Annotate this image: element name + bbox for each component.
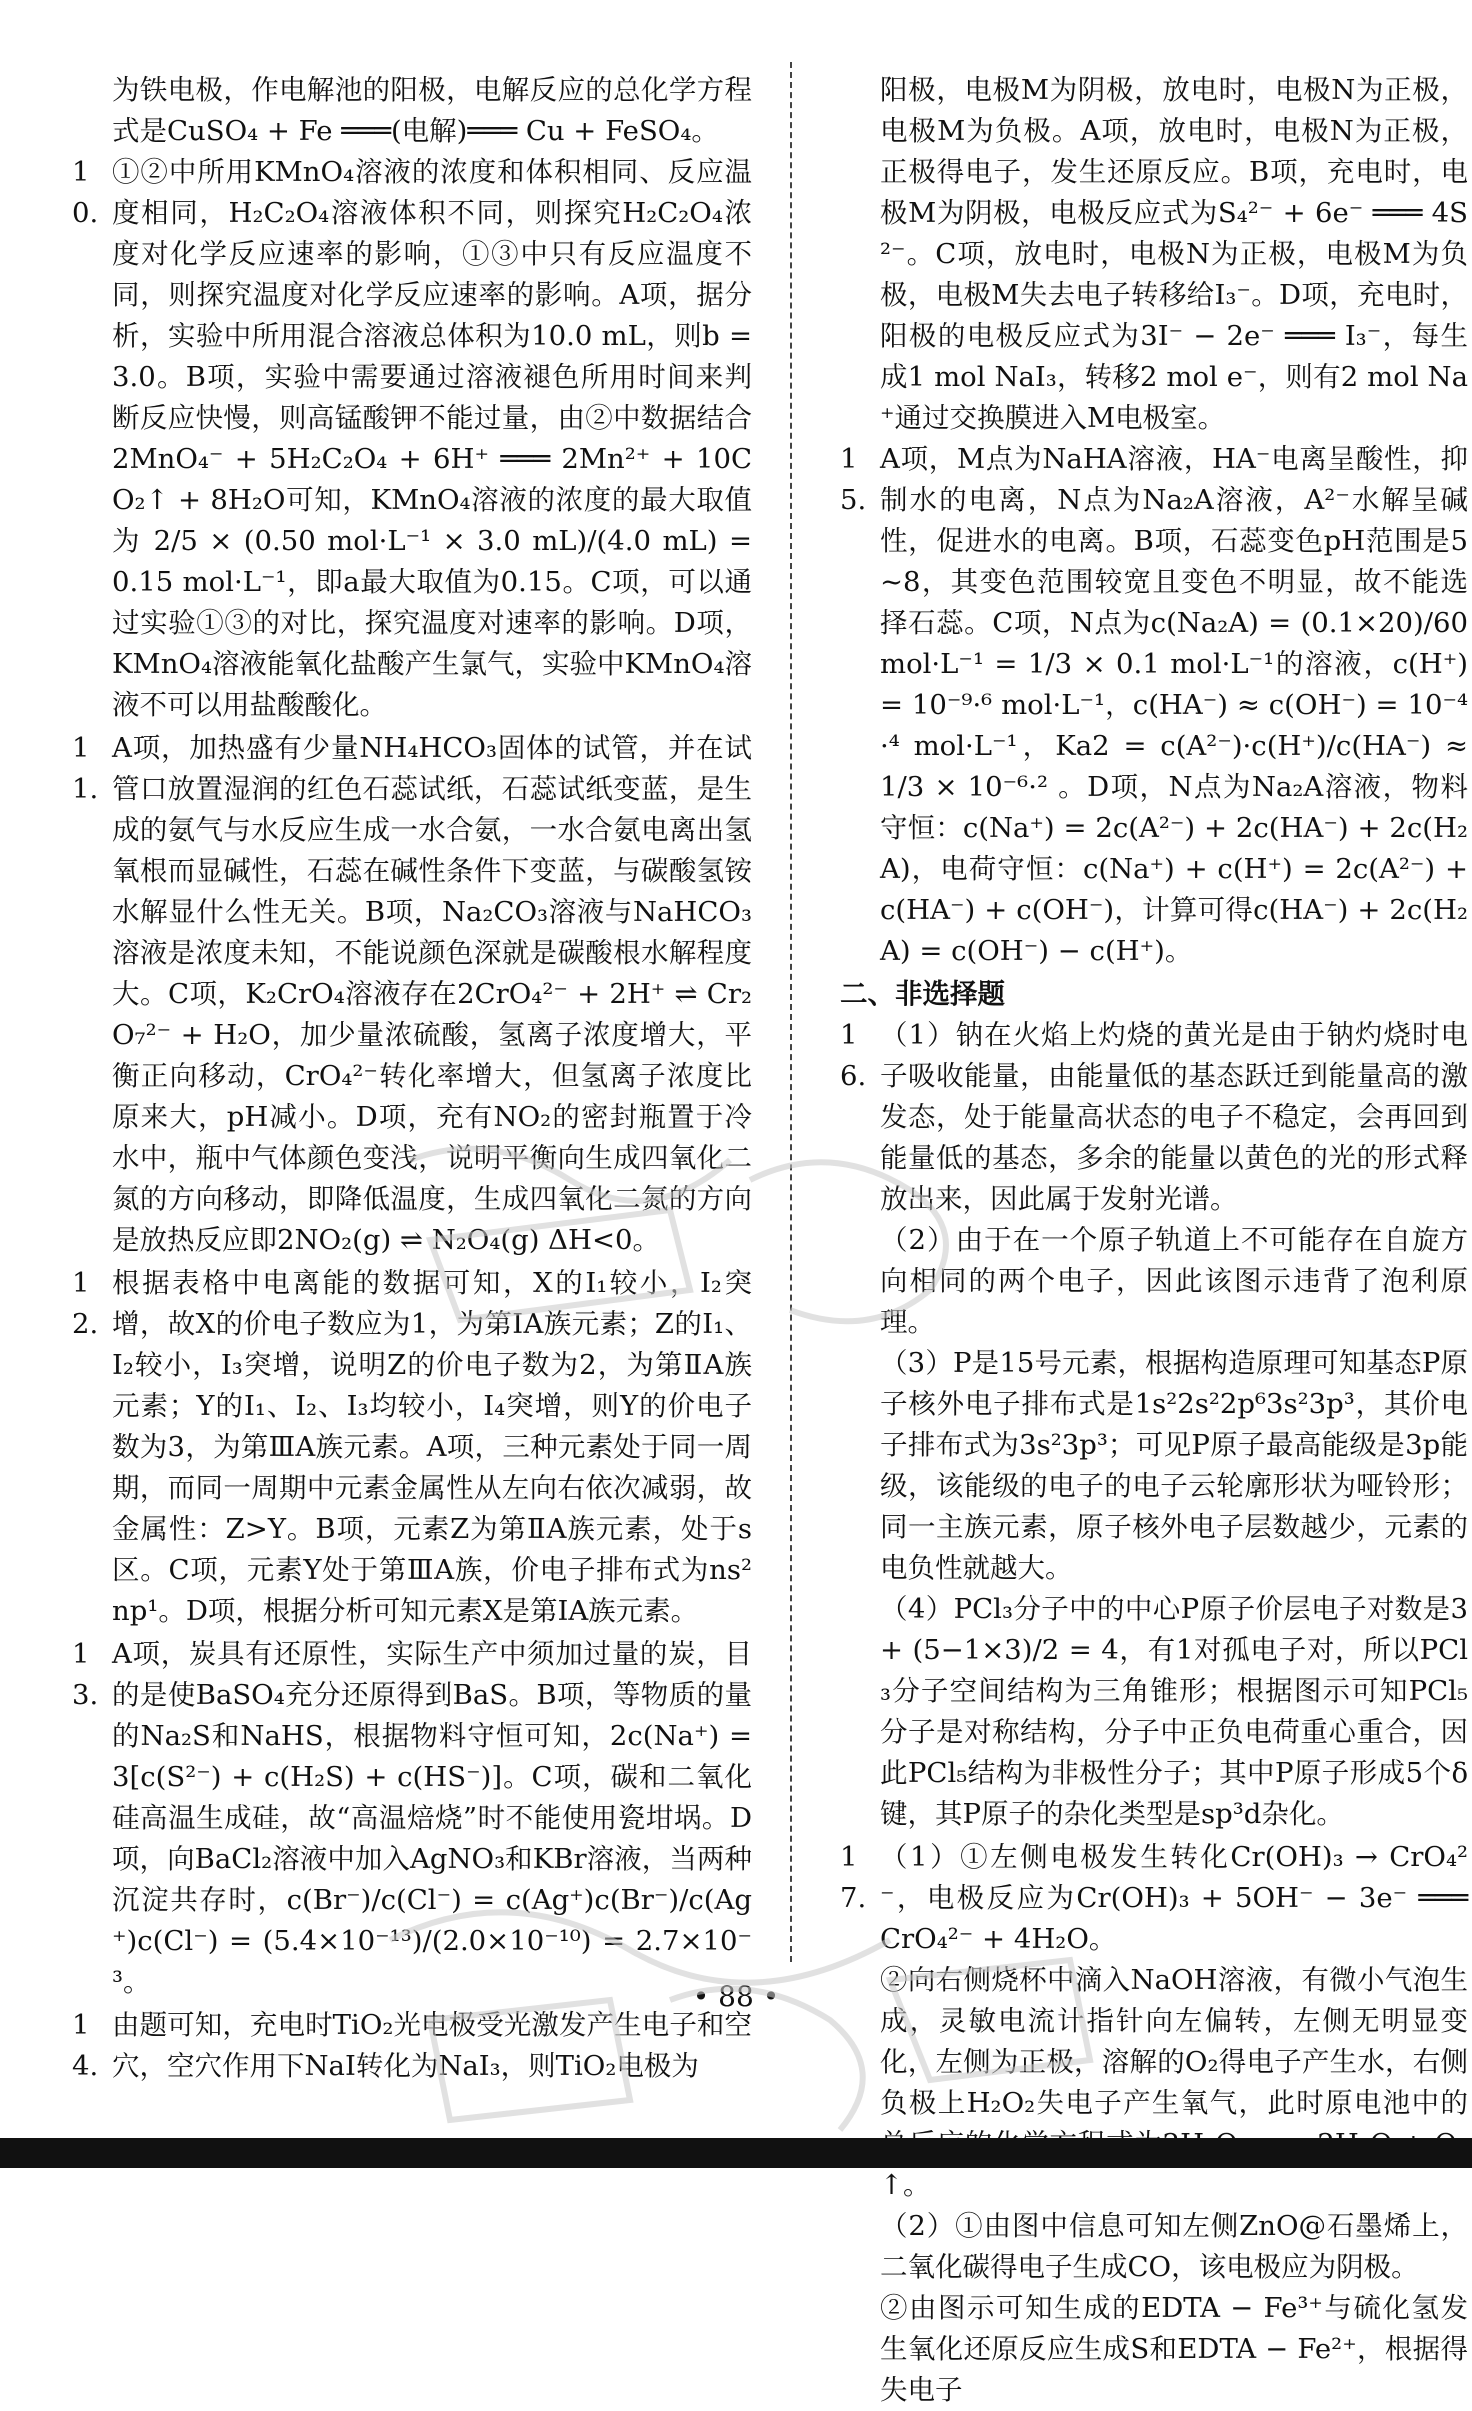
bottom-bar bbox=[0, 2138, 1472, 2168]
answer-number: 13. bbox=[72, 1638, 99, 1711]
q9-continuation: 为铁电极，作电解池的阳极，电解反应的总化学方程式是CuSO₄ + Fe ═══(电解)═══ Cu + FeSO₄。 bbox=[112, 74, 752, 147]
answer-number: 10. bbox=[72, 156, 99, 229]
answer-11 bbox=[72, 728, 752, 1261]
answer-text: A项，加热盛有少量NH₄HCO₃固体的试管，并在试管口放置湿润的红色石蕊试纸，石蕊试纸变蓝，是生成的氨气与水反应生成一水合氨，一水合氨电离出氢氧根而显碱性，石蕊在碱性条件下变蓝，与碳酸氢铵水解显什么性无关。B项，Na₂CO₃溶液与NaHCO₃溶液是浓度未知，不能说颜色深就是碳酸根水解程度大。C项，K₂CrO₄溶液存在2CrO₄²⁻ + 2H⁺ ⇌ Cr₂O₇²⁻ + H₂O，加少量浓硫酸，氢离子浓度增大，平衡正向移动，CrO₄²⁻转化率增大，但氢离子浓度比原来大，pH减小。D项，充有NO₂的密封瓶置于冷水中，瓶中气体颜色变浅，说明平衡向生成四氧化二氮的方向移动，即降低温度，生成四氧化二氮的方向是放热反应即2NO₂(g) ⇌ N₂O₄(g) ΔH<0。 bbox=[112, 732, 752, 1256]
answer-part: （4）PCl₃分子中的中心P原子价层电子对数是3 + (5−1×3)/2 = 4，有1对孤电子对，所以PCl₃分子空间结构为三角锥形；根据图示可知PCl₅分子是对称结构，分子中正负电荷重心重合，因此PCl₅结构为非极性分子；其中P原子形成5个δ键，其P原子的杂化类型是sp³d杂化。 bbox=[880, 1593, 1468, 1830]
answer-12 bbox=[72, 1263, 752, 1632]
answer-number: 12. bbox=[72, 1267, 99, 1340]
answer-number: 16. bbox=[840, 1019, 867, 1092]
answer-text: A项，M点为NaHA溶液，HA⁻电离呈酸性，抑制水的电离，N点为Na₂A溶液，A²⁻水解呈碱性，促进水的电离。B项，石蕊变色pH范围是5~8，其变色范围较宽且变色不明显，故不能选择石蕊。C项，N点为c(Na₂A) = (0.1×20)/60 mol·L⁻¹ = 1/3 × 0.1 mol·L⁻¹的溶液，c(H⁺) = 10⁻⁹·⁶ mol·L⁻¹，c(HA⁻) ≈ c(OH⁻) = 10⁻⁴·⁴ mol·L⁻¹，Ka2 = c(A²⁻)·c(H⁺)/c(HA⁻) ≈ 1/3 × 10⁻⁶·² 。D项，N点为Na₂A溶液，物料守恒：c(Na⁺) = 2c(A²⁻) + 2c(HA⁻) + 2c(H₂A)，电荷守恒：c(Na⁺) + c(H⁺) = 2c(A²⁻) + c(HA⁻) + c(OH⁻)，计算可得c(HA⁻) + 2c(H₂A) = c(OH⁻) − c(H⁺)。 bbox=[880, 443, 1468, 967]
answer-part: ②向右侧烧杯中滴入NaOH溶液，有微小气泡生成，灵敏电流计指针向左偏转，左侧无明显变化，左侧为正极，溶解的O₂得电子产生水，右侧负极上H₂O₂失电子产生氧气，此时原电池中的 ↑。 bbox=[880, 1964, 1468, 2201]
answer-text: 根据表格中电离能的数据可知，X的I₁较小，I₂突增，故X的价电子数应为1，为第ⅠA族元素；Z的I₁、I₂较小，I₃突增，说明Z的价电子数为2，为第ⅡA族元素；Y的I₁、I₂、I₃均较小，I₄突增，则Y的价电子数为3，为第ⅢA族元素。A项，三种元素处于同一周期，而同一周期中元素金属性从左向右依次减弱，故金属性：Z>Y。B项，元素Z为第ⅡA族元素，处于s区。C项，元素Y处于第ⅢA族，价电子排布式为ns²np¹。D项，根据分析可知元素X是第ⅠA族元素。 bbox=[112, 1267, 752, 1627]
answer-part: （1）钠在火焰上灼烧的黄光是由于钠灼烧时电子吸收能量，由能量低的基态跃迁到能量高的激发态，处于能量高状态的电子不稳定，会再回到能量低的基态，多余的能量以黄色的光的形式释放出来，因此属于发射光谱。 bbox=[880, 1019, 1468, 1215]
answer-text: 由题可知，充电时TiO₂光电极受光激发产生电子和空穴，空穴作用下NaI转化为NaI₃，则TiO₂电极为 bbox=[112, 2009, 752, 2082]
answer-text: ①②中所用KMnO₄溶液的浓度和体积相同、反应温度相同，H₂C₂O₄溶液体积不同，则探究H₂C₂O₄浓度对化学反应速率的影响，①③中只有反应温度不同，则探究温度对化学反应速率的影响。A项，据分析，实验中所用混合溶液总体积为10.0 mL，则b = 3.0。B项，实验中需要通过溶液褪色所用时间来判断反应快慢，则高锰酸钾不能过量，由②中数据结合2MnO₄⁻ + 5H₂C₂O₄ + 6H⁺ ═══ 2Mn²⁺ + 10CO₂↑ + 8H₂O可知，KMnO₄溶液的浓度的最大取值为 2/5 × (0.50 mol·L⁻¹ × 3.0 mL)/(4.0 mL) = 0.15 mol·L⁻¹，即a最大取值为0.15。C项，可以通过实验①③的对比，探究温度对速率的影响。D项，KMnO₄溶液能氧化盐酸产生氯气，实验中KMnO₄溶液不可以用盐酸酸化。 bbox=[112, 156, 752, 721]
q14-continuation: 阳极，电极M为阴极，放电时，电极N为正极，电极M为负极。A项，放电时，电极N为正极，正极得电子，发生还原反应。B项，充电时，电极M为阴极，电极反应式为S₄²⁻ + 6e⁻ ═══ 4S²⁻。C项，放电时，电极N为正极，电极M为负极，电极M失去电子转移给I₃⁻。D项，充电时，阳极的电极反应式为3I⁻ − 2e⁻ ═══ I₃⁻，每生成1 mol NaI₃，转移2 mol e⁻，则有2 mol Na⁺通过交换膜进入M电极室。 bbox=[880, 74, 1468, 434]
answer-text: A项，炭具有还原性，实际生产中须加过量的炭，目的是使BaSO₄充分还原得到BaS。B项，等物质的量的Na₂S和NaHS，根据物料守恒可知，2c(Na⁺) = 3[c(S²⁻) + c(H₂S) + c(HS⁻)]。C项，碳和二氧化硅高温生成硅，故“高温焙烧”时不能使用瓷坩埚。D项，向BaCl₂溶液中加入AgNO₃和KBr溶液，当两种沉淀共存时，c(Br⁻)/c(Cl⁻) = c(Ag⁺)c(Br⁻)/c(Ag⁺)c(Cl⁻) = (5.4×10⁻¹³)/(2.0×10⁻¹⁰) = 2.7×10⁻³。 bbox=[112, 1638, 752, 1998]
answer-part: （2）由于在一个原子轨道上不可能存在自旋方向相同的两个电子，因此该图示违背了泡利原理。 bbox=[880, 1224, 1468, 1338]
answer-number: 17. bbox=[840, 1841, 867, 1914]
answer-part: （3）P是15号元素，根据构造原理可知基态P原子核外电子排布式是1s²2s²2p⁶3s²3p³，其价电子排布式为3s²3p³；可见P原子最高能级是3p能级，该能级的电子的电子云轮廓形状为哑铃形；同一主族元素，原子核外电子层数越少，元素的电负性就越大。 bbox=[880, 1347, 1468, 1584]
page-number: • 88 • bbox=[692, 1980, 780, 2013]
answer-17 bbox=[840, 1837, 1468, 2411]
answer-number: 11. bbox=[72, 732, 99, 805]
answer-10 bbox=[72, 152, 752, 726]
answer-13 bbox=[72, 1634, 752, 2003]
answer-15 bbox=[840, 439, 1468, 972]
answer-part: ②由图示可知生成的EDTA − Fe³⁺与硫化氢发生氧化还原反应生成S和EDTA − Fe²⁺，根据得失电子 bbox=[880, 2292, 1468, 2406]
answer-number: 14. bbox=[72, 2009, 99, 2082]
right-column bbox=[840, 70, 1468, 2406]
answer-14 bbox=[72, 2005, 752, 2087]
answer-part: （2）①由图中信息可知左侧ZnO@石墨烯上，二氧化碳得电子生成CO，该电极应为阴极。 bbox=[880, 2210, 1468, 2283]
answer-16 bbox=[840, 1015, 1468, 1835]
section-heading: 二、非选择题 bbox=[840, 978, 1005, 1010]
answer-number: 15. bbox=[840, 443, 867, 516]
column-divider bbox=[790, 62, 792, 1962]
answer-part: （1）①左侧电极发生转化Cr(OH)₃ → CrO₄²⁻，电极反应为Cr(OH)₃ + 5OH⁻ − 3e⁻ ═══ CrO₄²⁻ + 4H₂O。 bbox=[880, 1841, 1468, 1955]
